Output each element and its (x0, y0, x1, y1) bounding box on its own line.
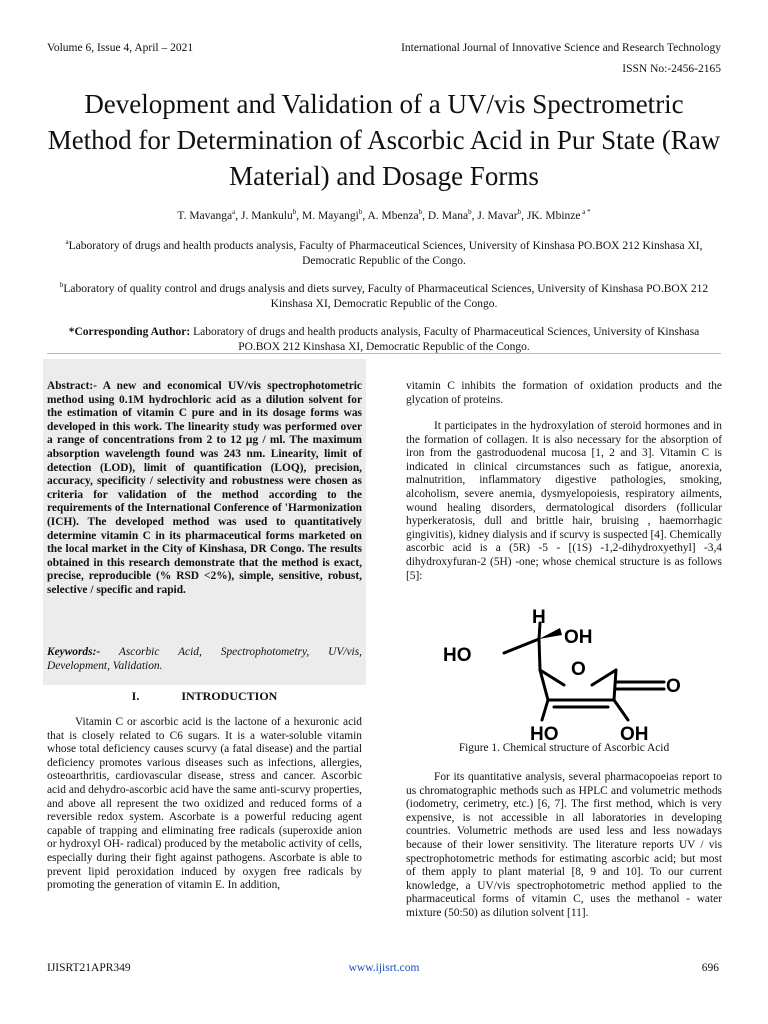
atom-ho-bottom: HO (530, 724, 559, 742)
abstract-text: Abstract:- A new and economical UV/vis spectrophotometric method using 0.1M hydrochloric acid as a dilution solvent for the estimation of vitamin C pure and in its dosage forms was developed in this work. The linearity study was performed over a range of concentrations from 2 to 12 µg / ml. The maximum absorption wavelength found was 243 nm. Linearity, limit of detection (LOD), limit of quantification (LOQ), precision, accuracy, specificity / selectivity and robustness were chosen as criteria for validation of the method according to the requirements of the International Conference of 'Harmonization (ICH). The developed method was used to quantitatively determine vitamin C in its pharmaceutical forms marketed on the local market in the City of Kinshasa, DR Congo. The results obtained in this research demonstrate that the method is exact, precise, reproducible (% RSD <2%), simple, sensitive, robust, selective / specific and rapid. (47, 380, 362, 596)
atom-oh-bottom: OH (620, 724, 649, 742)
affiliation-b-text: Laboratory of quality control and drugs analysis and diets survey, Faculty of Pharmaceutical Sciences, University of Kinshasa PO.BOX 212 Kinshasa XI, Democratic Republic of the Congo. (63, 283, 709, 310)
section-heading (47, 689, 362, 704)
header-journal: International Journal of Innovative Science and Research Technology (401, 42, 721, 54)
author-affiliation-mark: b (468, 208, 472, 217)
author-affiliation-mark: a (232, 208, 236, 217)
header-volume: Volume 6, Issue 4, April – 2021 (47, 42, 194, 54)
author-name: JK. Mbinze (526, 210, 581, 222)
intro-paragraph: Vitamin C or ascorbic acid is the lactone of a hexuronic acid that is closely related to C6 sugars. It is a water-soluble vitamin whose total deficiency causes scurvy (a fatal disease) and the partial deficiency promotes various diseases such as infections, allergies, osteoarthritis, cardiovascular disease, stress and cancer. Ascorbic acid and dehydro-ascorbic acid have the same anti-scurvy properties, and above all represent the two oxidized and reduced forms of a reversible redox system. Ascorbate is a powerful reducing agent capable of trapping and eliminating free radicals (superoxide anion or hydroxyl OH- radical) produced by the metabolic activity of cells, especially during their fight against pathogens. Ascorbate is able to prevent lipid peroxidation induced by oxygen free radicals by promoting the generation of vitamin E. In addition, (47, 716, 362, 892)
header-divider (47, 353, 721, 354)
corresponding-author (47, 325, 721, 355)
author-name: T. Mavanga (177, 210, 233, 222)
author-name: J. Mankulu (240, 210, 293, 222)
author-affiliation-mark: a * (580, 208, 591, 217)
author-name: A. Mbenza (367, 210, 419, 222)
right-paragraph-3: For its quantitative analysis, several pharmacopoeias report to us chromatographic methods such as HPLC and volumetric methods (iodometry, cerimetry, etc.) [6, 7]. The first method, which is very expensive, is not accessible in all laboratories in developing countries. Volumetric methods are used less and less nowadays because of their lower sensitivity. The literature reports UV / vis spectrophotometric methods for estimating ascorbic acid; but most of them apply to plant material [8, 9 and 10]. To our current knowledge, a UV/vis spectrophotometric method applied to the pharmaceutical forms of vitamin C, uses the methanol - water mixture (50:50) as dilution solvent [11]. (406, 771, 722, 919)
author-affiliation-mark: b (292, 208, 297, 217)
authors-line: T. Mavanga$^a$, J. Mankulu$^b$, M. Mayangi$^b$, A. Mbenza$^b$, D. Mana$^b$, J. Mavar$^b$, JK. Mbinze $^{a *}$ (177, 208, 591, 222)
section-number: I. (131, 689, 140, 703)
atom-oh-top: OH (564, 627, 593, 648)
affiliation-a (47, 239, 721, 269)
atom-h: H (532, 608, 546, 628)
keywords-text: Ascorbic Acid, Spectrophotometry, UV/vis, Development, Validation. (47, 646, 362, 672)
atom-o-ring: O (571, 659, 586, 680)
atom-o-carbonyl: O (666, 676, 681, 697)
affiliation-a-text: Laboratory of drugs and health products analysis, Faculty of Pharmaceutical Sciences, University of Kinshasa PO.BOX 212 Kinshasa XI, Democratic Republic of the Congo. (68, 240, 703, 267)
corresponding-author-label: *Corresponding Author: (68, 326, 191, 338)
keywords (47, 646, 362, 673)
ascorbic-acid-structure (438, 608, 690, 742)
author-affiliation-mark: b (418, 208, 423, 217)
keywords-label: Keywords:- (47, 646, 101, 658)
right-paragraph-2: It participates in the hydroxylation of steroid hormones and in the formation of collagen. It is also necessary for the absorption of iron from the gastroduodenal mucosa [1, 2 and 3]. Vitamin C is indicated in clinical circumstances such as fatigue, anorexia, malnutrition, inflammatory digestive pathologies, smoking, alcoholism, severe anemia, dysmyelopoiesis, respiratory ailments, wound healing disorders, dermatological disorders (follicular hyperkeratosis, dull and brittle hair, bruising , haemorrhagic gingivitis), kidney dialysis and if scurvy is suspected [4]. Chemically ascorbic acid is a (5R) -5 - [(1S) -1,2-dihydroxyethyl] -3,4 dihydroxyfuran-2 (5H) -one; whose chemical structure is as follows [5]: (406, 420, 722, 582)
author-affiliation-mark: b (358, 208, 363, 217)
footer-website: www.ijisrt.com (348, 962, 420, 974)
corresponding-author-text: Laboratory of drugs and health products analysis, Faculty of Pharmaceutical Sciences, University of Kinshasa PO.BOX 212 Kinshasa XI, Democratic Republic of the Congo. (190, 326, 700, 353)
author-name: D. Mana (427, 210, 469, 222)
author-name: M. Mayangi (301, 210, 359, 222)
author-name: J. Mavar (477, 210, 518, 222)
affiliation-a-mark: a (65, 238, 69, 247)
footer-article-id: IJISRT21APR349 (47, 962, 131, 974)
author-affiliation-mark: b (517, 208, 522, 217)
atom-ho-left: HO (443, 645, 472, 666)
paper-title: Development and Validation of a UV/vis Spectrometric Method for Determination of Ascorbic Acid in Pur State (Raw Material) and Dosage Forms (47, 89, 721, 191)
section-title: INTRODUCTION (181, 689, 278, 703)
affiliation-b (47, 282, 721, 312)
figure-caption: Figure 1. Chemical structure of Ascorbic Acid (458, 742, 670, 754)
footer-page-number: 696 (701, 962, 719, 974)
affiliation-b-mark: b (59, 281, 64, 290)
header-issn: ISSN No:-2456-2165 (622, 63, 721, 75)
right-paragraph-1: vitamin C inhibits the formation of oxidation products and the glycation of proteins. (406, 380, 722, 406)
